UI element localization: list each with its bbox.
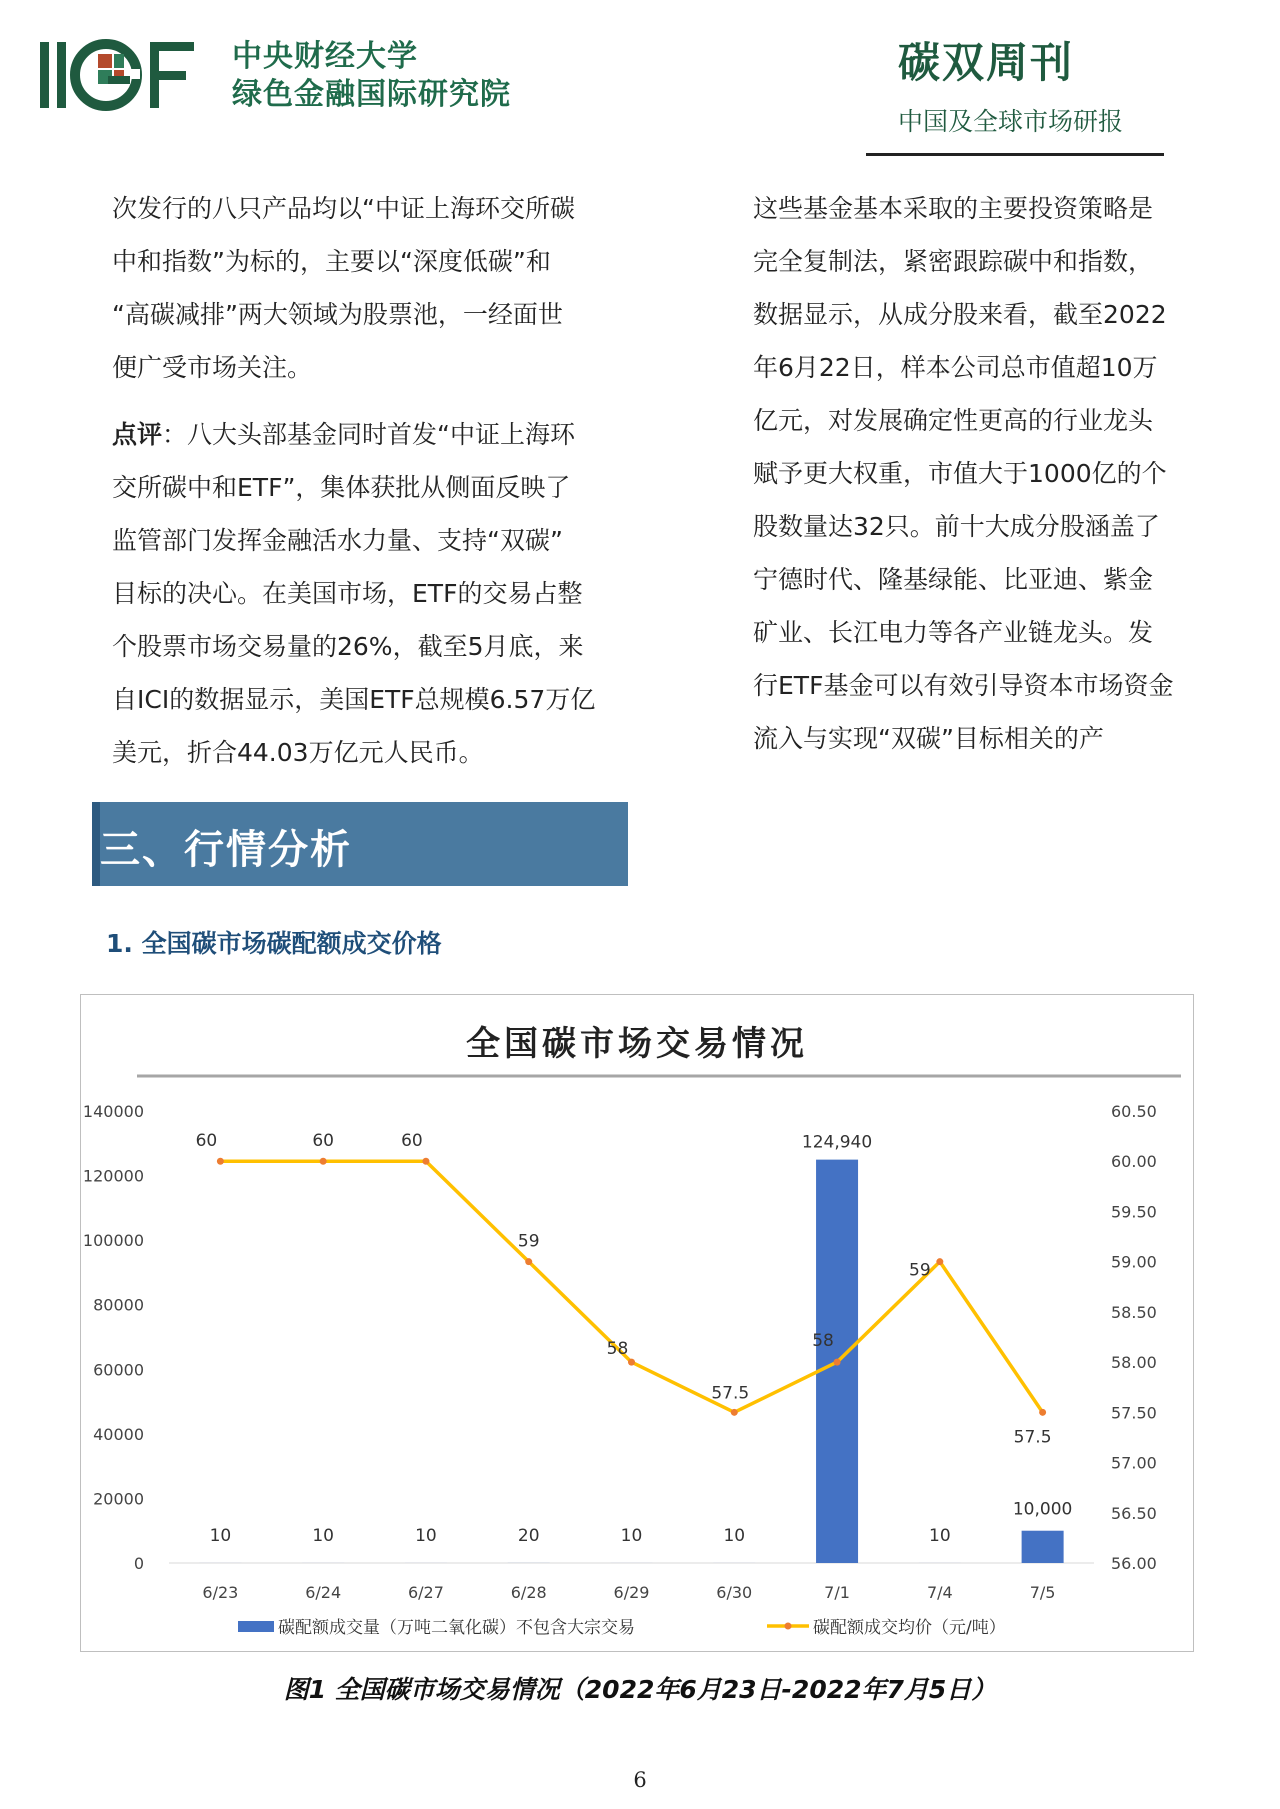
price-data-label: 59 — [909, 1260, 931, 1281]
text-line: 便广受市场关注。 — [112, 353, 313, 382]
price-marker — [525, 1258, 532, 1265]
price-marker — [217, 1158, 224, 1165]
text-line: “高碳减排”两大领域为股票池，一经面世 — [112, 300, 563, 329]
text-line: 中和指数”为标的，主要以“深度低碳”和 — [112, 247, 551, 276]
carbon-market-chart — [81, 995, 1193, 1651]
left-axis-tick-label: 0 — [133, 1554, 144, 1573]
left-axis-tick-label: 40000 — [93, 1424, 144, 1444]
section-title: 三、行情分析 — [100, 827, 352, 873]
price-data-label: 58 — [606, 1339, 629, 1360]
right-axis-tick-label: 56.50 — [1111, 1503, 1157, 1523]
section-accent-bar — [92, 802, 100, 886]
volume-data-label: 10,000 — [1012, 1499, 1073, 1520]
comment-line — [112, 408, 632, 461]
chart-title: 全国碳市场交易情况 — [466, 1024, 808, 1064]
org-name-line1: 中央财经大学 — [232, 39, 418, 74]
x-axis-tick-label: 7/5 — [1029, 1583, 1056, 1602]
x-axis-tick-label: 7/1 — [824, 1583, 850, 1602]
price-marker — [628, 1359, 635, 1366]
x-axis-tick-label: 7/4 — [926, 1583, 953, 1602]
right-axis-tick-label: 59.00 — [1111, 1252, 1157, 1272]
volume-data-label: 20 — [517, 1526, 540, 1546]
iigf-logo — [40, 38, 215, 114]
subsection-title: 1. 全国碳市场碳配额成交价格 — [106, 929, 442, 958]
volume-data-label: 10 — [312, 1526, 334, 1546]
volume-data-label: 10 — [723, 1526, 746, 1546]
price-data-label: 57.5 — [711, 1383, 750, 1404]
organization-name — [232, 38, 511, 114]
volume-bar — [1022, 1531, 1064, 1563]
price-line — [220, 1161, 1042, 1412]
left-axis-tick-label: 60000 — [93, 1360, 144, 1380]
right-column — [753, 182, 1253, 765]
comment-label: 点评 — [112, 420, 163, 449]
volume-data-label: 10 — [929, 1526, 951, 1546]
left-axis-tick-label: 140000 — [82, 1102, 144, 1121]
right-axis-tick-label: 56.00 — [1111, 1554, 1157, 1573]
price-marker — [834, 1359, 841, 1366]
price-marker — [422, 1158, 429, 1165]
left-axis-tick-label: 120000 — [82, 1166, 144, 1186]
text-line: 亿元，对发展确定性更高的行业龙头 — [753, 406, 1154, 435]
legend-line-marker — [785, 1623, 792, 1630]
chart-frame — [80, 994, 1194, 1652]
legend-line-label: 碳配额成交均价（元/吨） — [813, 1618, 1006, 1638]
x-axis-tick-label: 6/23 — [202, 1583, 239, 1602]
page-number: 6 — [633, 1768, 647, 1792]
text-line: 宁德时代、隆基绿能、比亚迪、紫金 — [753, 565, 1154, 594]
right-axis-tick-label: 58.50 — [1111, 1302, 1157, 1322]
text-line: 自ICI的数据显示，美国ETF总规模6.57万亿 — [112, 685, 596, 714]
text-line: 目标的决心。在美国市场，ETF的交易占整 — [112, 579, 583, 608]
text-line: 交所碳中和ETF”，集体获批从侧面反映了 — [112, 473, 571, 502]
left-axis-tick-label: 20000 — [93, 1489, 144, 1509]
header-rule — [866, 153, 1164, 156]
price-data-label: 57.5 — [1013, 1427, 1052, 1448]
left-axis-tick-label: 100000 — [82, 1231, 144, 1251]
text-line: 次发行的八只产品均以“中证上海环交所碳 — [112, 194, 575, 223]
text-line: 年6月22日，样本公司总市值超10万 — [753, 353, 1158, 382]
publication-subtitle: 中国及全球市场研报 — [898, 107, 1124, 136]
x-axis-tick-label: 6/27 — [407, 1583, 444, 1602]
right-axis-tick-label: 57.50 — [1111, 1403, 1157, 1423]
publication-title: 碳双周刊 — [898, 38, 1075, 87]
volume-data-label: 10 — [620, 1526, 643, 1546]
x-axis-tick-label: 6/30 — [716, 1583, 753, 1602]
x-axis-tick-label: 6/24 — [305, 1583, 342, 1602]
legend-bar-swatch — [238, 1621, 274, 1632]
price-data-label: 58 — [812, 1331, 834, 1352]
right-axis-tick-label: 60.00 — [1111, 1152, 1157, 1172]
right-axis-tick-label: 57.00 — [1111, 1453, 1157, 1473]
price-marker — [731, 1409, 738, 1416]
text-line: 股数量达32只。前十大成分股涵盖了 — [753, 512, 1160, 541]
price-marker — [1039, 1409, 1046, 1416]
volume-data-label: 10 — [415, 1526, 437, 1546]
org-name-line2: 绿色金融国际研究院 — [232, 77, 511, 112]
figure-caption: 图1 全国碳市场交易情况（2022年6月23日-2022年7月5日） — [283, 1675, 997, 1704]
legend-bar-label: 碳配额成交量（万吨二氧化碳）不包含大宗交易 — [278, 1618, 635, 1638]
text-line: 数据显示，从成分股来看，截至2022 — [753, 300, 1167, 329]
section-banner — [92, 802, 628, 886]
text-line: 赋予更大权重，市值大于1000亿的个 — [753, 459, 1167, 488]
right-axis-tick-label: 59.50 — [1111, 1202, 1157, 1222]
text-line: 个股票市场交易量的26%，截至5月底，来 — [112, 632, 584, 661]
price-data-label: 60 — [401, 1131, 423, 1152]
volume-data-label: 124,940 — [801, 1132, 873, 1153]
price-marker — [320, 1158, 327, 1165]
x-axis-tick-label: 6/29 — [613, 1583, 650, 1602]
price-data-label: 60 — [312, 1131, 334, 1152]
text-line: 行ETF基金可以有效引导资本市场资金 — [753, 671, 1174, 700]
x-axis-tick-label: 6/28 — [510, 1583, 547, 1602]
volume-data-label: 10 — [209, 1526, 232, 1546]
text-line: 美元，折合44.03万亿元人民币。 — [112, 738, 484, 767]
left-axis-tick-label: 80000 — [93, 1295, 144, 1315]
price-data-label: 59 — [517, 1231, 540, 1252]
text-line: 这些基金基本采取的主要投资策略是 — [753, 194, 1154, 223]
text-line: 流入与实现“双碳”目标相关的产 — [753, 724, 1104, 753]
text-line: 完全复制法，紧密跟踪碳中和指数， — [753, 247, 1154, 276]
right-axis-tick-label: 60.50 — [1111, 1102, 1157, 1121]
comment-text: ：八大头部基金同时首发“中证上海环 — [162, 420, 575, 449]
price-marker — [936, 1258, 943, 1265]
right-axis-tick-label: 58.00 — [1111, 1353, 1157, 1373]
text-line: 监管部门发挥金融活水力量、支持“双碳” — [112, 526, 563, 555]
text-line: 矿业、长江电力等各产业链龙头。发 — [753, 618, 1154, 647]
price-data-label: 60 — [195, 1131, 218, 1152]
left-column — [112, 182, 632, 779]
